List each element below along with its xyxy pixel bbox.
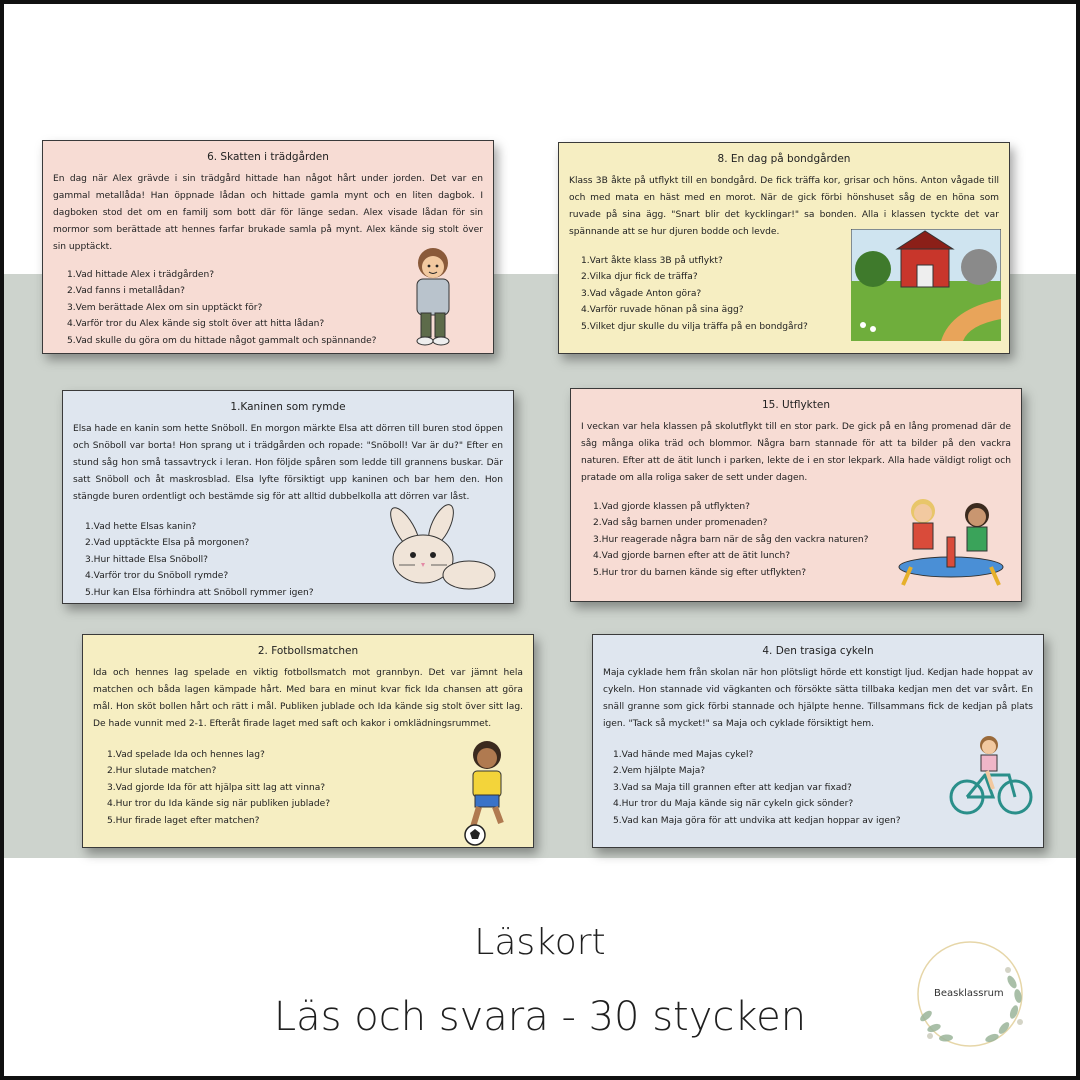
question-item: 1.Vad hände med Majas cykel? bbox=[613, 750, 754, 760]
card-story: Elsa hade en kanin som hette Snöboll. En morgon märkte Elsa att dörren till buren stod öppen och Snöboll var borta! Hon sprang ut i trädgården och ropade: "Snöboll! Var är du?" Efter en stund såg hon små tassavtryck i leran. Hon följde spåren som ledde till grannens buskar. Där satt Snöboll och åt maskrosblad. Elsa lyfte försiktigt upp kaninen och bar hem den. Hon stängde buren ordentligt och bestämde sig för att alltid dubbelkolla att dörren var låst. bbox=[73, 424, 503, 502]
question-item: 2.Vad fanns i metallådan? bbox=[67, 286, 185, 297]
reading-card-cykeln bbox=[592, 634, 1044, 848]
reading-card-fotbollsmatchen bbox=[82, 634, 534, 848]
card-story: En dag när Alex grävde i sin trädgård hittade han något hårt under jorden. Det var en gammal metallåda! Han öppnade lådan och hittade gamla mynt och en liten dagbok. I dagboken stod det om en familj som bott där för länge sedan. Alex visade lådan för sin mormor som berättade att hennes farfar brukade samla på mynt. Alex kände sig stolt över sin upptäckt. bbox=[53, 174, 483, 252]
reading-card-skatten bbox=[42, 140, 494, 354]
question-item: 4.Varför tror du Snöboll rymde? bbox=[85, 571, 229, 582]
question-item: 2.Vad upptäckte Elsa på morgonen? bbox=[85, 538, 250, 549]
boy-icon bbox=[405, 245, 461, 351]
question-item: 3.Vad vågade Anton göra? bbox=[581, 288, 702, 299]
card-story: Ida och hennes lag spelade en viktig fotbollsmatch mot grannbyn. Det var jämnt hela matchen och båda lagen kämpade hårt. Med bara en minut kvar fick Ida chansen att göra mål. Hon sköt bollen hårt och rätt i mål. Publiken jublade och Ida kände sig stolt över sitt lag. De hade vunnit med 2-1. Efteråt firade laget med saft och kakor i omklädningsrummet. bbox=[93, 668, 523, 729]
question-item: 3.Vem berättade Alex om sin upptäckt för? bbox=[67, 302, 263, 313]
question-item: 1.Vad spelade Ida och hennes lag? bbox=[107, 750, 265, 760]
question-item: 3.Vad gjorde Ida för att hjälpa sitt lag att vinna? bbox=[107, 782, 326, 793]
question-item: 5.Hur firade laget efter matchen? bbox=[107, 815, 260, 826]
question-item: 4.Varför ruvade hönan på sina ägg? bbox=[581, 305, 744, 316]
question-item: 1.Vad hette Elsas kanin? bbox=[85, 522, 197, 532]
question-item: 2.Vem hjälpte Maja? bbox=[613, 766, 706, 777]
farm-icon bbox=[851, 229, 1001, 341]
product-title: Läskort bbox=[474, 922, 606, 963]
brand-logo-text: Beasklassrum bbox=[934, 988, 1004, 999]
question-item: 4.Vad gjorde barnen efter att de ätit lunch? bbox=[593, 551, 791, 562]
question-item: 5.Vad skulle du göra om du hittade något gammalt och spännande? bbox=[67, 335, 377, 346]
question-item: 4.Hur tror du Ida kände sig när publiken jublade? bbox=[107, 799, 331, 810]
card-questions bbox=[67, 267, 377, 349]
card-questions bbox=[593, 499, 868, 581]
question-item: 5.Vad kan Maja göra för att undvika att kedjan hoppar av igen? bbox=[613, 815, 901, 826]
question-item: 3.Hur reagerade några barn när de såg den vackra naturen? bbox=[593, 534, 869, 545]
card-questions bbox=[613, 747, 901, 829]
card-title: 8. En dag på bondgården bbox=[717, 153, 851, 165]
card-questions bbox=[107, 747, 330, 829]
product-subtitle: Läs och svara - 30 stycken bbox=[273, 994, 807, 1040]
card-questions bbox=[85, 519, 314, 601]
card-story: Klass 3B åkte på utflykt till en bondgård. De fick träffa kor, grisar och höns. Anton vågade till och med mata en häst med en morot. När de gick förbi hönshuset såg de en höna som ruvade på sina ägg. "Snart blir det kycklingar!" sa bonden. Alla i klassen tyckte det var spännande att se hur djuren bodde och levde. bbox=[569, 176, 999, 237]
card-title: 2. Fotbollsmatchen bbox=[257, 645, 359, 657]
card-questions bbox=[581, 253, 808, 335]
rabbit-icon bbox=[379, 503, 503, 593]
card-title: 4. Den trasiga cykeln bbox=[762, 645, 874, 657]
card-title: 1.Kaninen som rymde bbox=[230, 401, 346, 413]
question-item: 2.Hur slutade matchen? bbox=[107, 766, 217, 777]
card-title: 15. Utflykten bbox=[762, 399, 830, 411]
question-item: 4.Hur tror du Maja kände sig när cykeln gick sönder? bbox=[613, 799, 854, 810]
reading-card-utflykten bbox=[570, 388, 1022, 602]
question-item: 5.Vilket djur skulle du vilja träffa på en bondgård? bbox=[581, 321, 808, 332]
question-item: 1.Vart åkte klass 3B på utflykt? bbox=[581, 256, 723, 266]
card-story: Maja cyklade hem från skolan när hon plötsligt hörde ett konstigt ljud. Kedjan hade hoppat av cykeln. Hon stannade vid vägkanten och försökte sätta tillbaka kedjan men det var svårt. En snäll granne som gick förbi stannade och hjälpte henne. Tillsammans fick de kedjan på plats igen. "Tack så mycket!" sa Maja och cyklade försiktigt hem. bbox=[603, 668, 1033, 729]
question-item: 1.Vad hittade Alex i trädgården? bbox=[67, 270, 215, 280]
question-item: 3.Hur hittade Elsa Snöboll? bbox=[85, 554, 208, 565]
reading-card-bondgarden bbox=[558, 142, 1010, 354]
question-item: 2.Vad såg barnen under promenaden? bbox=[593, 518, 768, 529]
playground-icon bbox=[891, 493, 1011, 589]
reading-card-kaninen bbox=[62, 390, 514, 604]
question-item: 1.Vad gjorde klassen på utflykten? bbox=[593, 502, 750, 512]
question-item: 5.Hur kan Elsa förhindra att Snöboll rymmer igen? bbox=[85, 587, 314, 598]
question-item: 5.Hur tror du barnen kände sig efter utflykten? bbox=[593, 567, 807, 578]
card-title: 6. Skatten i trädgården bbox=[207, 151, 329, 163]
question-item: 3.Vad sa Maja till grannen efter att kedjan var fixad? bbox=[613, 782, 852, 793]
question-item: 4.Varför tror du Alex kände sig stolt över att hitta lådan? bbox=[67, 319, 325, 330]
card-story: I veckan var hela klassen på skolutflykt till en stor park. De gick på en lång promenad där de såg många olika träd och blommor. Några barn stannade för att ta bilder på den vackra naturen. Efter att de ätit lunch i parken, lekte de i en stor lekpark. Alla hade väldigt roligt och pratade om alla roliga saker de sett under dagen. bbox=[581, 422, 1011, 483]
soccer-girl-icon bbox=[457, 739, 517, 847]
bicycle-girl-icon bbox=[949, 731, 1033, 817]
question-item: 2.Vilka djur fick de träffa? bbox=[581, 272, 698, 283]
